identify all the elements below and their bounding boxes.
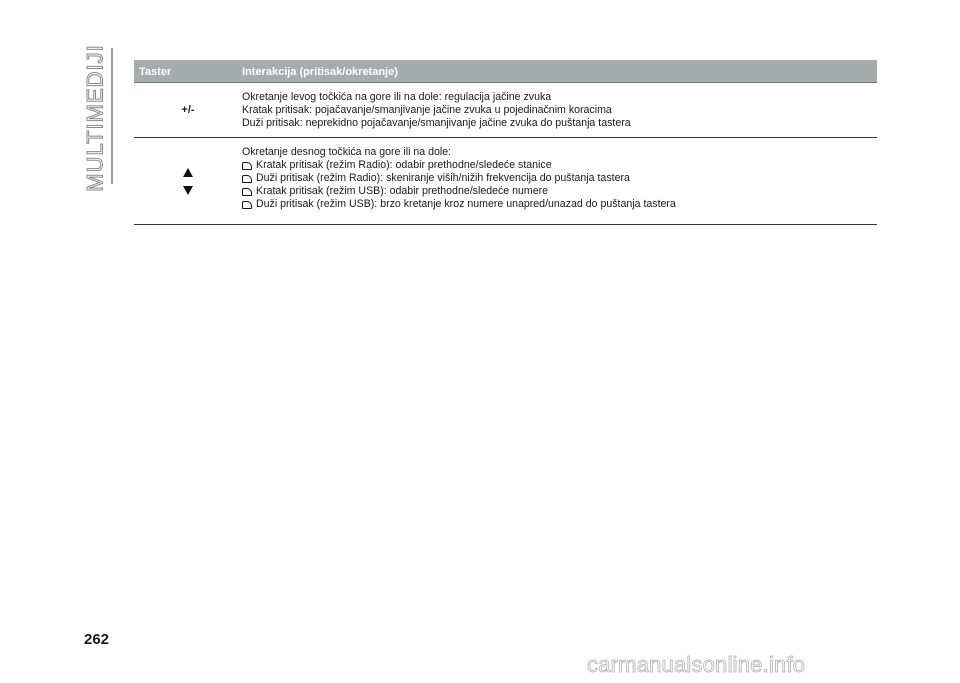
header-cell-interaction <box>242 62 877 80</box>
list-item <box>242 198 877 211</box>
car-icon <box>242 201 252 209</box>
list-item <box>242 172 877 185</box>
volume-key-label: +/- <box>181 104 195 116</box>
text-line: Okretanje desnog točkića na gore ili na dole: <box>242 146 452 158</box>
key-cell <box>134 138 242 224</box>
table-header <box>134 60 877 83</box>
triangle-down-icon <box>183 186 193 195</box>
controls-table <box>134 60 877 225</box>
header-interaction-label: Interakcija (pritisak/okretanje) <box>242 66 398 78</box>
section-title <box>83 44 109 192</box>
interaction-cell <box>242 83 877 137</box>
list-item-text: Duži pritisak (režim USB): brzo kretanje kroz numere unapred/unazad do puštanja tastera <box>256 198 676 210</box>
text-line: Duži pritisak: neprekidno pojačavanje/smanjivanje jačine zvuka do puštanja tastera <box>242 117 631 129</box>
list-item-text: Kratak pritisak (režim Radio): odabir prethodne/sledeće stanice <box>256 159 552 171</box>
interaction-cell <box>242 138 877 224</box>
section-divider <box>111 48 113 184</box>
header-cell-key <box>134 62 242 80</box>
list-item <box>242 185 877 198</box>
car-icon <box>242 162 252 170</box>
triangle-up-icon <box>183 168 193 177</box>
car-icon <box>242 188 252 196</box>
page-number: 262 <box>84 631 110 648</box>
table-row <box>134 138 877 225</box>
list-item <box>242 159 877 172</box>
text-line: Kratak pritisak: pojačavanje/smanjivanje jačine zvuka u pojedinačnim koracima <box>242 104 612 116</box>
key-cell <box>134 83 242 137</box>
list-item-text: Kratak pritisak (režim USB): odabir prethodne/sledeće numere <box>256 185 549 197</box>
header-key-label: Taster <box>139 66 172 78</box>
table-row <box>134 83 877 138</box>
text-line: Okretanje levog točkića na gore ili na dole: regulacija jačine zvuka <box>242 91 552 103</box>
car-icon <box>242 175 252 183</box>
list-item-text: Duži pritisak (režim Radio): skeniranje viših/nižih frekvencija do puštanja tastera <box>256 172 630 184</box>
watermark: carmanualsonline.info <box>587 652 806 677</box>
section-title-text: MULTIMEDIJI <box>83 44 109 192</box>
